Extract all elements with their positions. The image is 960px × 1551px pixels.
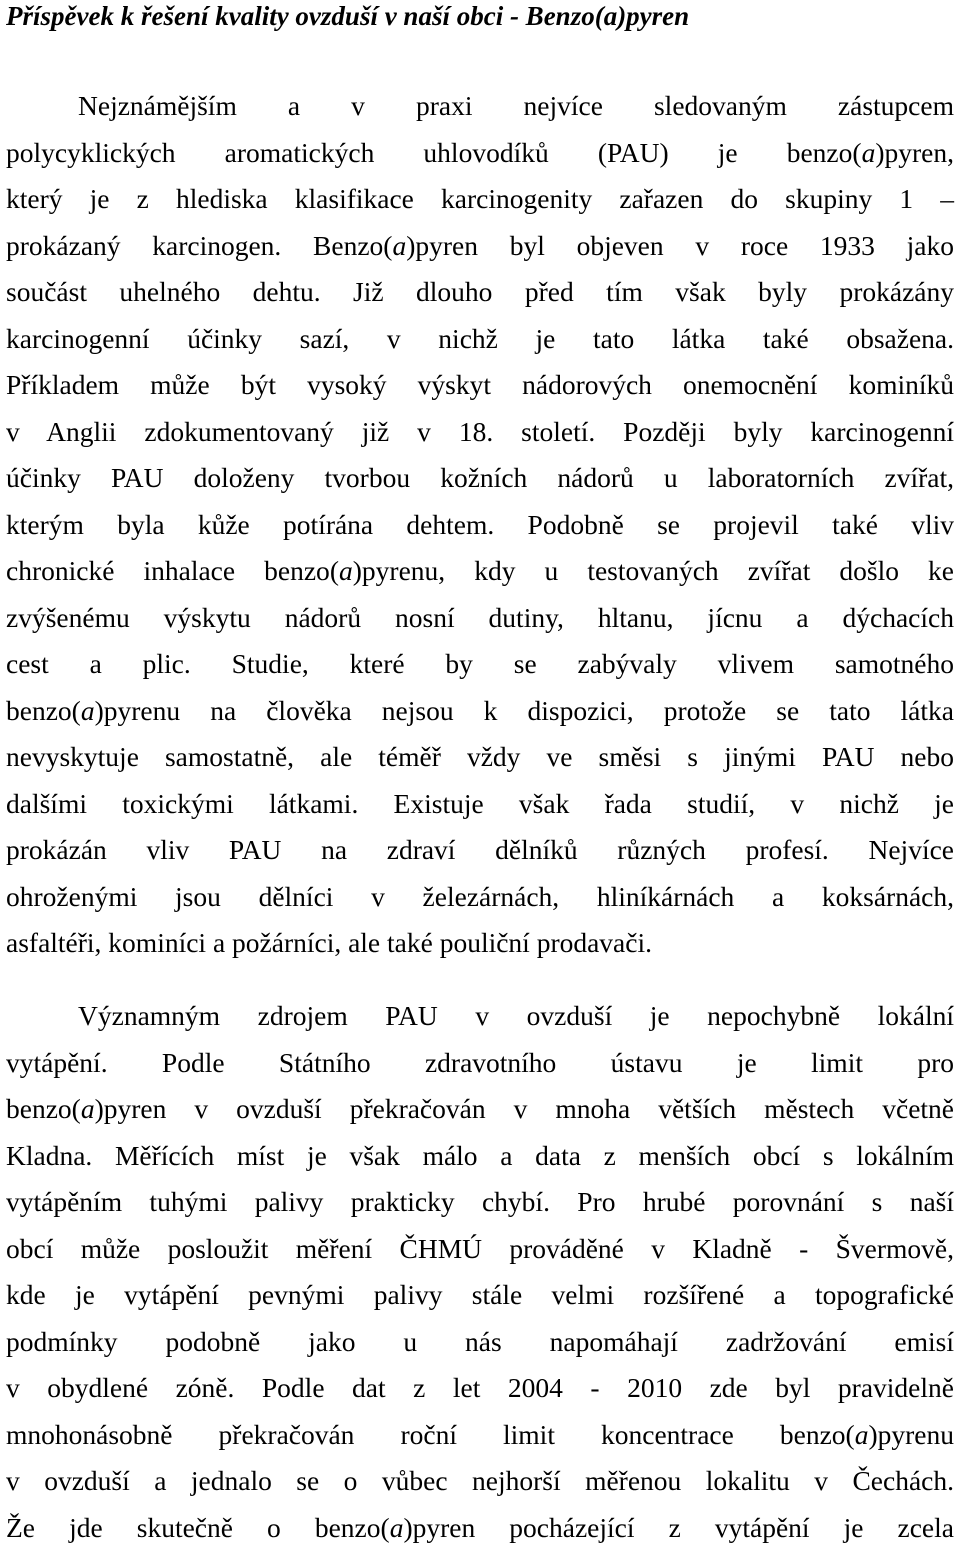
text-line: součást uhelného dehtu. Již dlouho před tím však byly prokázány xyxy=(6,269,954,316)
text-line: cest a plic. Studie, které by se zabývaly vlivem samotného xyxy=(6,641,954,688)
text-line: mnohonásobně překračován roční limit koncentrace benzo(a)pyrenu xyxy=(6,1412,954,1459)
text-line: vytápění. Podle Státního zdravotního ústavu je limit pro xyxy=(6,1040,954,1087)
text-line: prokázaný karcinogen. Benzo(a)pyren byl objeven v roce 1933 jako xyxy=(6,223,954,270)
text-line: chronické inhalace benzo(a)pyrenu, kdy u testovaných zvířat došlo ke xyxy=(6,548,954,595)
text-line: polycyklických aromatických uhlovodíků (PAU) je benzo(a)pyren, xyxy=(6,130,954,177)
text-line: vytápěním tuhými palivy prakticky chybí. Pro hrubé porovnání s naší xyxy=(6,1179,954,1226)
text-line: karcinogenní účinky sazí, v nichž je tato látka také obsažena. xyxy=(6,316,954,363)
text-line: obcí může posloužit měření ČHMÚ prováděné v Kladně - Švermově, xyxy=(6,1226,954,1273)
text-line: Významným zdrojem PAU v ovzduší je nepochybně lokální xyxy=(6,993,954,1040)
italic-letter: a xyxy=(81,1093,95,1124)
text-line: nevyskytuje samostatně, ale téměř vždy ve směsi s jinými PAU nebo xyxy=(6,734,954,781)
paragraph-1 xyxy=(6,83,954,967)
text-line: benzo(a)pyrenu na člověka nejsou k dispozici, protože se tato látka xyxy=(6,688,954,735)
text-line: kde je vytápění pevnými palivy stále velmi rozšířené a topografické xyxy=(6,1272,954,1319)
italic-letter: a xyxy=(862,137,876,168)
italic-letter: a xyxy=(392,230,406,261)
document-page xyxy=(6,0,954,32)
text-line: účinky PAU doloženy tvorbou kožních nádorů u laboratorních zvířat, xyxy=(6,455,954,502)
document-title: Příspěvek k řešení kvality ovzduší v naší obci - Benzo(a)pyren xyxy=(6,0,954,32)
text-line: zvýšenému výskytu nádorů nosní dutiny, hltanu, jícnu a dýchacích xyxy=(6,595,954,642)
text-line: který je z hlediska klasifikace karcinogenity zařazen do skupiny 1 – xyxy=(6,176,954,223)
text-line: prokázán vliv PAU na zdraví dělníků různých profesí. Nejvíce xyxy=(6,827,954,874)
italic-letter: a xyxy=(855,1419,869,1450)
text-line: v ovzduší a jednalo se o vůbec nejhorší měřenou lokalitu v Čechách. xyxy=(6,1458,954,1505)
text-line: benzo(a)pyren v ovzduší překračován v mnoha větších městech včetně xyxy=(6,1086,954,1133)
text-line: podmínky podobně jako u nás napomáhají zadržování emisí xyxy=(6,1319,954,1366)
paragraph-2 xyxy=(6,993,954,1551)
text-line: Že jde skutečně o benzo(a)pyren pocházející z vytápění je zcela xyxy=(6,1505,954,1551)
text-line: dalšími toxickými látkami. Existuje však řada studií, v nichž je xyxy=(6,781,954,828)
text-line: v obydlené zóně. Podle dat z let 2004 - 2010 zde byl pravidelně xyxy=(6,1365,954,1412)
text-line: Příkladem může být vysoký výskyt nádorových onemocnění kominíků xyxy=(6,362,954,409)
italic-letter: a xyxy=(339,555,353,586)
italic-letter: a xyxy=(81,695,95,726)
text-line: kterým byla kůže potírána dehtem. Podobně se projevil také vliv xyxy=(6,502,954,549)
text-line: ohroženými jsou dělníci v železárnách, hliníkárnách a koksárnách, xyxy=(6,874,954,921)
italic-letter: a xyxy=(390,1512,404,1543)
text-line: Nejznámějším a v praxi nejvíce sledovaným zástupcem xyxy=(6,83,954,130)
text-line: asfaltéři, kominíci a požárníci, ale také pouliční prodavači. xyxy=(6,920,954,967)
text-line: v Anglii zdokumentovaný již v 18. století. Později byly karcinogenní xyxy=(6,409,954,456)
text-line: Kladna. Měřících míst je však málo a data z menších obcí s lokálním xyxy=(6,1133,954,1180)
